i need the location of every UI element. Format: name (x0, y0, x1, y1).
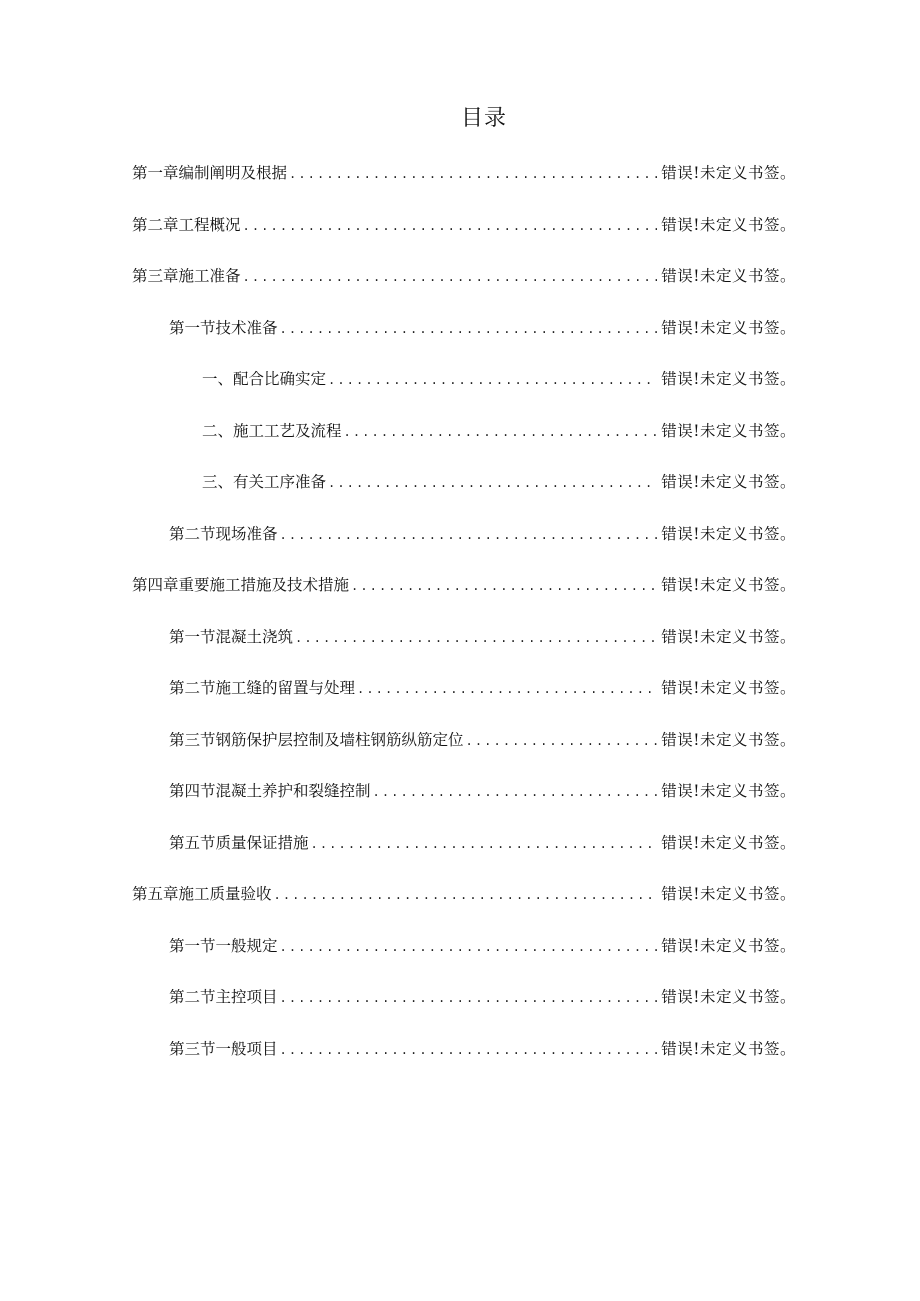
toc-entry[interactable] (132, 933, 796, 985)
toc-page-ref: 错误!未定义书签。 (661, 627, 796, 646)
toc-page-ref: 错误!未定义书签。 (661, 164, 796, 182)
toc-entry[interactable] (132, 263, 796, 315)
toc-entry[interactable] (132, 315, 796, 367)
toc-dot-leader (344, 419, 658, 445)
toc-dot-leader (280, 1037, 658, 1063)
toc-page-ref: 错误!未定义书签。 (661, 885, 796, 903)
toc-entry[interactable] (132, 366, 796, 418)
toc-entry[interactable] (132, 521, 796, 573)
toc-entry[interactable] (132, 1036, 796, 1088)
toc-entry-text: 第三节钢筋保护层控制及墙柱钢筋纵筋定位 (169, 730, 464, 749)
toc-entry[interactable] (132, 778, 796, 830)
toc-entry[interactable] (132, 212, 796, 264)
toc-page-ref: 错误!未定义书签。 (661, 782, 796, 800)
toc-entry-text: 第一节混凝土浇筑 (169, 627, 294, 646)
toc-dot-leader (289, 161, 657, 187)
toc-dot-leader (357, 676, 657, 702)
toc-dot-leader (373, 779, 658, 805)
toc-dot-leader (243, 213, 658, 239)
toc-dot-leader (466, 728, 658, 754)
toc-entry[interactable] (132, 984, 796, 1036)
toc-entry[interactable] (132, 469, 796, 521)
toc-dot-leader (311, 831, 658, 857)
toc-page-ref: 错误!未定义书签。 (661, 833, 796, 852)
toc-dot-leader (274, 882, 658, 908)
toc-entry[interactable] (132, 727, 796, 779)
toc-dot-leader (328, 367, 657, 393)
toc-page-ref: 错误!未定义书签。 (661, 421, 796, 440)
toc-entry-text: 第三章施工准备 (132, 267, 241, 285)
toc-entry-text: 第五章施工质量验收 (132, 885, 272, 903)
toc-page-ref: 错误!未定义书签。 (661, 988, 796, 1006)
toc-page-ref: 错误!未定义书签。 (661, 679, 796, 697)
toc-entry[interactable] (132, 160, 796, 212)
toc-entry[interactable] (132, 675, 796, 727)
toc-dot-leader (280, 522, 658, 548)
toc-dot-leader (328, 470, 657, 496)
toc-page-ref: 错误!未定义书签。 (661, 576, 796, 594)
toc-page-ref: 错误!未定义书签。 (661, 730, 796, 749)
toc-entry-text: 第二节施工缝的留置与处理 (169, 679, 356, 697)
toc-entry-text: 第四节混凝土养护和裂缝控制 (169, 782, 371, 800)
toc-page-ref: 错误!未定义书签。 (661, 1039, 796, 1058)
toc-page-ref: 错误!未定义书签。 (661, 524, 796, 543)
toc-page-ref: 错误!未定义书签。 (661, 318, 796, 337)
toc-entry[interactable] (132, 572, 796, 624)
toc-page-ref: 错误!未定义书签。 (661, 215, 796, 234)
toc-dot-leader (243, 264, 658, 290)
toc-dot-leader (351, 573, 657, 599)
toc-entry-text: 三、有关工序准备 (202, 473, 327, 491)
toc-entry[interactable] (132, 830, 796, 882)
toc-entry-text: 第一章编制阐明及根据 (132, 164, 288, 182)
toc-title: 目录 (460, 106, 507, 131)
toc-entry-text: 第一节一般规定 (169, 936, 278, 955)
toc-page-ref: 错误!未定义书签。 (661, 473, 796, 491)
toc-entry-text: 第三节一般项目 (169, 1039, 278, 1058)
toc-entry[interactable] (132, 624, 796, 676)
toc-entry-text: 一、配合比确实定 (202, 370, 327, 388)
toc-entry[interactable] (132, 418, 796, 470)
toc-page-ref: 错误!未定义书签。 (661, 370, 796, 388)
toc-entry-text: 第一节技术准备 (169, 318, 278, 337)
toc-entry-text: 第二章工程概况 (132, 215, 241, 234)
toc-entry-text: 第二节现场准备 (169, 524, 278, 543)
toc-entry-text: 二、施工工艺及流程 (202, 421, 342, 440)
toc-entry-text: 第二节主控项目 (169, 988, 278, 1006)
toc-dot-leader (295, 625, 657, 651)
toc-page-ref: 错误!未定义书签。 (661, 267, 796, 285)
toc-entry-text: 第五节质量保证措施 (169, 833, 309, 852)
toc-dot-leader (280, 316, 658, 342)
toc-page-ref: 错误!未定义书签。 (661, 936, 796, 955)
toc-entry[interactable] (132, 881, 796, 933)
toc-dot-leader (280, 985, 658, 1011)
toc-dot-leader (280, 934, 658, 960)
toc-entry-text: 第四章重要施工措施及技术措施 (132, 576, 350, 594)
table-of-contents (132, 160, 796, 1087)
